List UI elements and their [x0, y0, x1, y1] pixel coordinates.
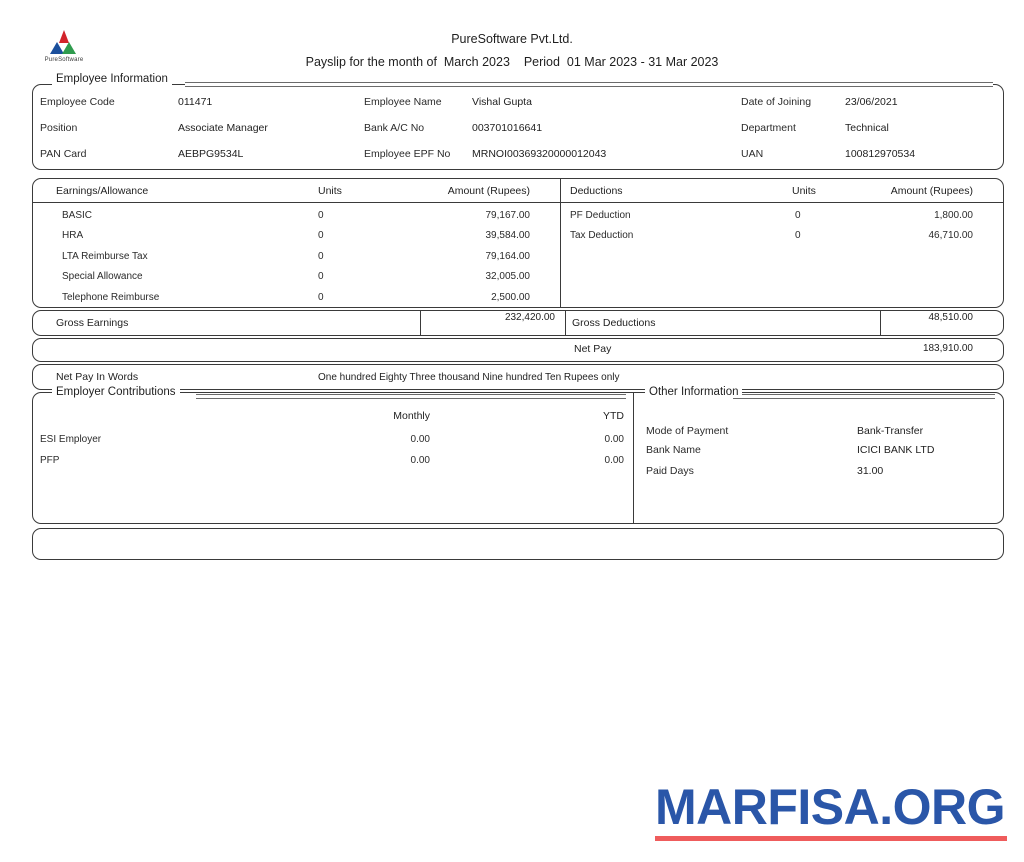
- gross-deductions-label: Gross Deductions: [572, 317, 656, 329]
- earnings-row-units: 0: [318, 210, 324, 221]
- employer-contrib-row-monthly: 0.00: [410, 434, 430, 445]
- marfisa-watermark-underline: [655, 836, 1007, 841]
- pan-card-value: AEBPG9534L: [178, 148, 244, 160]
- gross-deductions-amount: 48,510.00: [928, 312, 973, 323]
- gross-earnings-amount: 232,420.00: [504, 312, 555, 323]
- earnings-row-units: 0: [318, 230, 324, 241]
- deductions-row-amount: 1,800.00: [934, 210, 973, 221]
- earnings-deductions-header-rule: [33, 202, 1003, 203]
- bank-name-label: Bank Name: [646, 444, 701, 456]
- earnings-row-amount: 79,164.00: [485, 251, 530, 262]
- earnings-header-units: Units: [318, 185, 342, 197]
- employer-contributions-legend: Employer Contributions: [52, 386, 180, 398]
- lower-panel-divider: [633, 393, 634, 523]
- employee-information-legend: Employee Information: [52, 73, 172, 85]
- earnings-row-label: BASIC: [62, 210, 93, 221]
- deductions-row-label: Tax Deduction: [570, 230, 634, 241]
- department-label: Department: [741, 122, 796, 134]
- earnings-row-amount: 32,005.00: [485, 271, 530, 282]
- earnings-row-label: Telephone Reimburse: [62, 292, 160, 303]
- company-name: PureSoftware Pvt.Ltd.: [451, 32, 573, 46]
- employer-contributions-rule: [196, 394, 626, 399]
- position-value: Associate Manager: [178, 122, 268, 134]
- employer-contrib-monthly-header: Monthly: [393, 410, 430, 422]
- earnings-row-units: 0: [318, 292, 324, 303]
- epf-number-value: MRNOI00369320000012043: [472, 148, 607, 160]
- bank-account-value: 003701016641: [472, 122, 543, 134]
- employee-code-value: 011471: [178, 96, 213, 108]
- net-pay-in-words-value: One hundred Eighty Three thousand Nine hundred Ten Rupees only: [318, 372, 620, 383]
- deductions-header-units: Units: [792, 185, 816, 197]
- earnings-row-amount: 2,500.00: [491, 292, 530, 303]
- earnings-header-amount: Amount (Rupees): [447, 185, 530, 197]
- employer-contrib-row-ytd: 0.00: [604, 455, 624, 466]
- employee-name-value: Vishal Gupta: [472, 96, 532, 108]
- position-label: Position: [40, 122, 78, 134]
- deductions-row-amount: 46,710.00: [928, 230, 973, 241]
- deductions-header-title: Deductions: [570, 185, 623, 197]
- earnings-header-title: Earnings/Allowance: [56, 185, 149, 197]
- net-pay-in-words-label: Net Pay In Words: [56, 371, 139, 383]
- payslip-period-value: 01 Mar 2023 - 31 Mar 2023: [566, 55, 719, 69]
- date-of-joining-value: 23/06/2021: [845, 96, 898, 108]
- deductions-row-units: 0: [795, 210, 801, 221]
- bank-name-value: ICICI BANK LTD: [857, 444, 935, 456]
- employer-contrib-row-label: ESI Employer: [40, 434, 102, 445]
- bank-account-label: Bank A/C No: [364, 122, 425, 134]
- gross-earnings-label: Gross Earnings: [56, 317, 129, 329]
- mode-of-payment-label: Mode of Payment: [646, 425, 729, 437]
- uan-value: 100812970534: [845, 148, 916, 160]
- earnings-deductions-divider: [560, 179, 561, 307]
- payslip-month-prefix: Payslip for the month of: [305, 55, 437, 69]
- earnings-row-amount: 39,584.00: [485, 230, 530, 241]
- mode-of-payment-value: Bank-Transfer: [857, 425, 924, 437]
- paid-days-value: 31.00: [857, 465, 884, 477]
- payslip-month-value: March 2023: [443, 55, 510, 69]
- pan-card-label: PAN Card: [40, 148, 87, 160]
- uan-label: UAN: [741, 148, 764, 160]
- footer-blank-panel: [32, 528, 1004, 560]
- employee-information-rule: [185, 82, 993, 87]
- employee-code-label: Employee Code: [40, 96, 115, 108]
- earnings-row-amount: 79,167.00: [485, 210, 530, 221]
- payslip-period-label: Period: [523, 55, 560, 69]
- employer-contrib-row-label: PFP: [40, 455, 60, 466]
- date-of-joining-label: Date of Joining: [741, 96, 812, 108]
- earnings-row-label: LTA Reimburse Tax: [62, 251, 148, 262]
- gross-divider-1: [420, 311, 421, 335]
- marfisa-watermark-text: MARFISA.ORG: [655, 779, 1006, 835]
- employee-name-label: Employee Name: [364, 96, 442, 108]
- employer-contrib-row-ytd: 0.00: [604, 434, 624, 445]
- gross-divider-2: [565, 311, 566, 335]
- earnings-row-label: Special Allowance: [62, 271, 143, 282]
- marfisa-watermark: [655, 779, 1007, 841]
- net-pay-label: Net Pay: [574, 343, 612, 355]
- earnings-deductions-panel: [32, 178, 1004, 308]
- logo-wordmark: PureSoftware: [44, 57, 84, 63]
- employer-contrib-row-monthly: 0.00: [410, 455, 430, 466]
- net-pay-amount: 183,910.00: [922, 343, 973, 354]
- payslip-period-line: [0, 55, 1024, 69]
- deductions-row-label: PF Deduction: [570, 210, 631, 221]
- earnings-row-label: HRA: [62, 230, 84, 241]
- deductions-header-amount: Amount (Rupees): [890, 185, 973, 197]
- paid-days-label: Paid Days: [646, 465, 694, 477]
- department-value: Technical: [845, 122, 889, 134]
- other-information-legend: Other Information: [645, 386, 742, 398]
- other-information-rule: [733, 394, 995, 399]
- earnings-row-units: 0: [318, 271, 324, 282]
- epf-number-label: Employee EPF No: [364, 148, 451, 160]
- employer-contrib-ytd-header: YTD: [603, 410, 624, 422]
- earnings-row-units: 0: [318, 251, 324, 262]
- lower-details-panel: [32, 392, 1004, 524]
- deductions-row-units: 0: [795, 230, 801, 241]
